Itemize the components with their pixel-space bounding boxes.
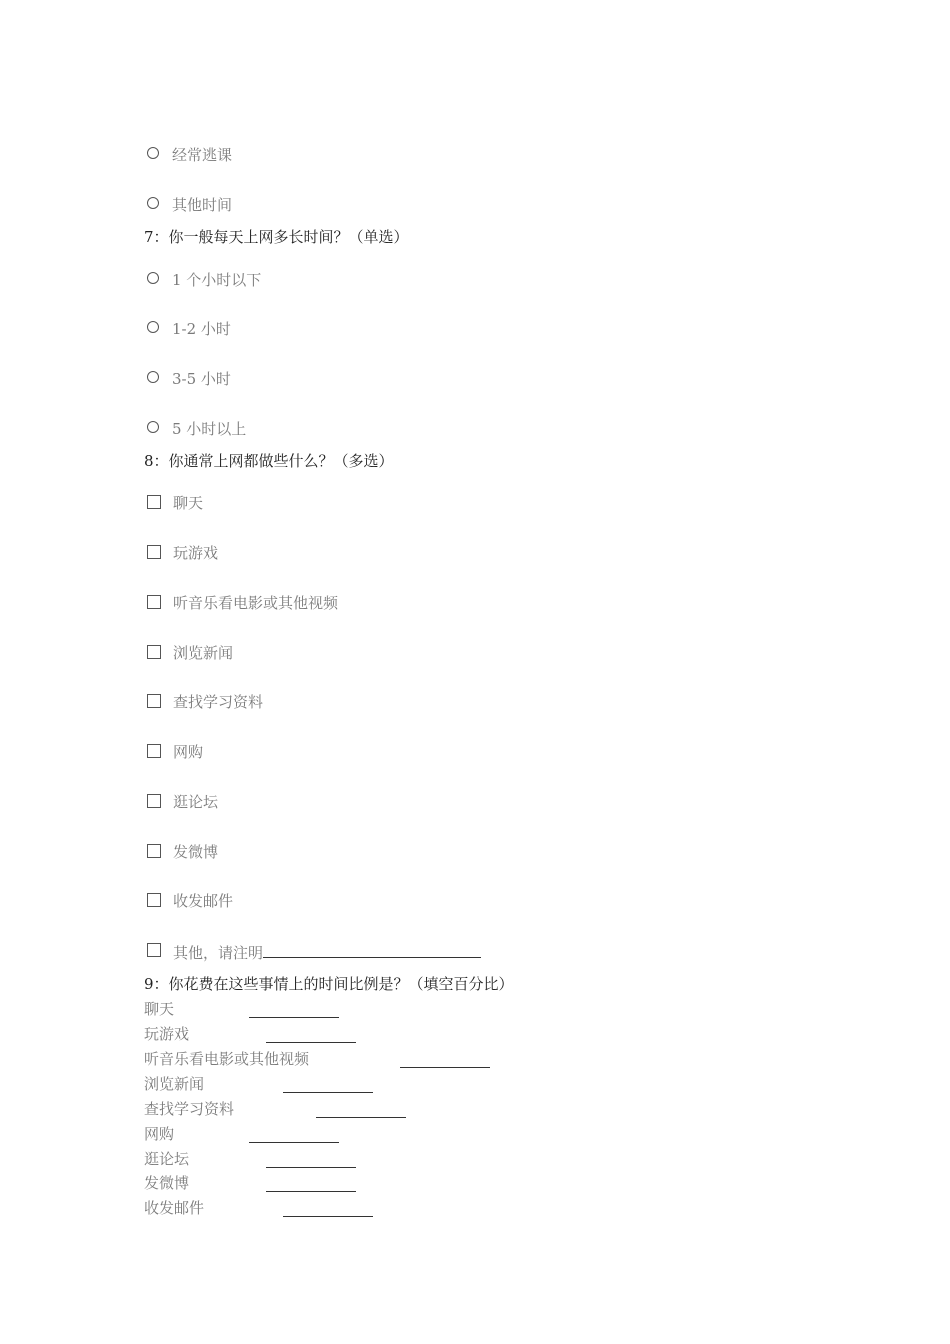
question-8-title: 8：你通常上网都做些什么？（多选） — [144, 452, 394, 470]
percent-blank-field[interactable] — [400, 1067, 490, 1068]
question-7-title: 7：你一般每天上网多长时间？（单选） — [144, 228, 409, 246]
checkbox-icon[interactable] — [147, 744, 161, 758]
checkbox-icon[interactable] — [147, 844, 161, 858]
option-label: 其他时间 — [172, 196, 233, 214]
percent-blank-field[interactable] — [266, 1042, 356, 1043]
percent-item-label: 收发邮件 — [144, 1199, 205, 1217]
percent-item-label: 浏览新闻 — [144, 1075, 205, 1093]
percent-item-label: 听音乐看电影或其他视频 — [144, 1050, 310, 1068]
option-label: 收发邮件 — [173, 892, 234, 910]
percent-blank-field[interactable] — [249, 1017, 339, 1018]
percent-item-label: 逛论坛 — [144, 1150, 190, 1168]
checkbox-icon[interactable] — [147, 794, 161, 808]
percent-blank-field[interactable] — [283, 1216, 373, 1217]
radio-icon[interactable] — [147, 272, 159, 284]
option-label: 发微博 — [173, 843, 219, 861]
other-blank-field[interactable] — [263, 942, 481, 958]
option-label: 逛论坛 — [173, 793, 219, 811]
checkbox-icon[interactable] — [147, 495, 161, 509]
option-label: 聊天 — [173, 494, 204, 512]
checkbox-icon[interactable] — [147, 893, 161, 907]
question-9-title: 9：你花费在这些事情上的时间比例是？（填空百分比） — [144, 975, 514, 993]
option-label: 其他，请注明 — [173, 944, 264, 962]
checkbox-icon[interactable] — [147, 943, 161, 957]
percent-item-label: 发微博 — [144, 1174, 190, 1192]
option-label: 经常逃课 — [172, 146, 233, 164]
percent-item-label: 网购 — [144, 1125, 175, 1143]
checkbox-icon[interactable] — [147, 645, 161, 659]
option-label: 浏览新闻 — [173, 644, 234, 662]
option-label: 1-2 小时 — [172, 320, 231, 338]
percent-blank-field[interactable] — [266, 1191, 356, 1192]
radio-icon[interactable] — [147, 371, 159, 383]
percent-blank-field[interactable] — [283, 1092, 373, 1093]
option-label: 1 个小时以下 — [172, 271, 262, 289]
option-other — [173, 942, 481, 962]
checkbox-icon[interactable] — [147, 694, 161, 708]
radio-icon[interactable] — [147, 321, 159, 333]
checkbox-icon[interactable] — [147, 595, 161, 609]
percent-item-label: 玩游戏 — [144, 1025, 190, 1043]
option-label: 网购 — [173, 743, 204, 761]
radio-icon[interactable] — [147, 147, 159, 159]
percent-item-label: 聊天 — [144, 1000, 175, 1018]
percent-blank-field[interactable] — [249, 1142, 339, 1143]
option-label: 3-5 小时 — [172, 370, 231, 388]
checkbox-icon[interactable] — [147, 545, 161, 559]
option-label: 听音乐看电影或其他视频 — [173, 594, 339, 612]
radio-icon[interactable] — [147, 421, 159, 433]
option-label: 5 小时以上 — [172, 420, 247, 438]
percent-blank-field[interactable] — [266, 1167, 356, 1168]
percent-blank-field[interactable] — [316, 1117, 406, 1118]
option-label: 查找学习资料 — [173, 693, 264, 711]
radio-icon[interactable] — [147, 197, 159, 209]
option-label: 玩游戏 — [173, 544, 219, 562]
percent-item-label: 查找学习资料 — [144, 1100, 235, 1118]
